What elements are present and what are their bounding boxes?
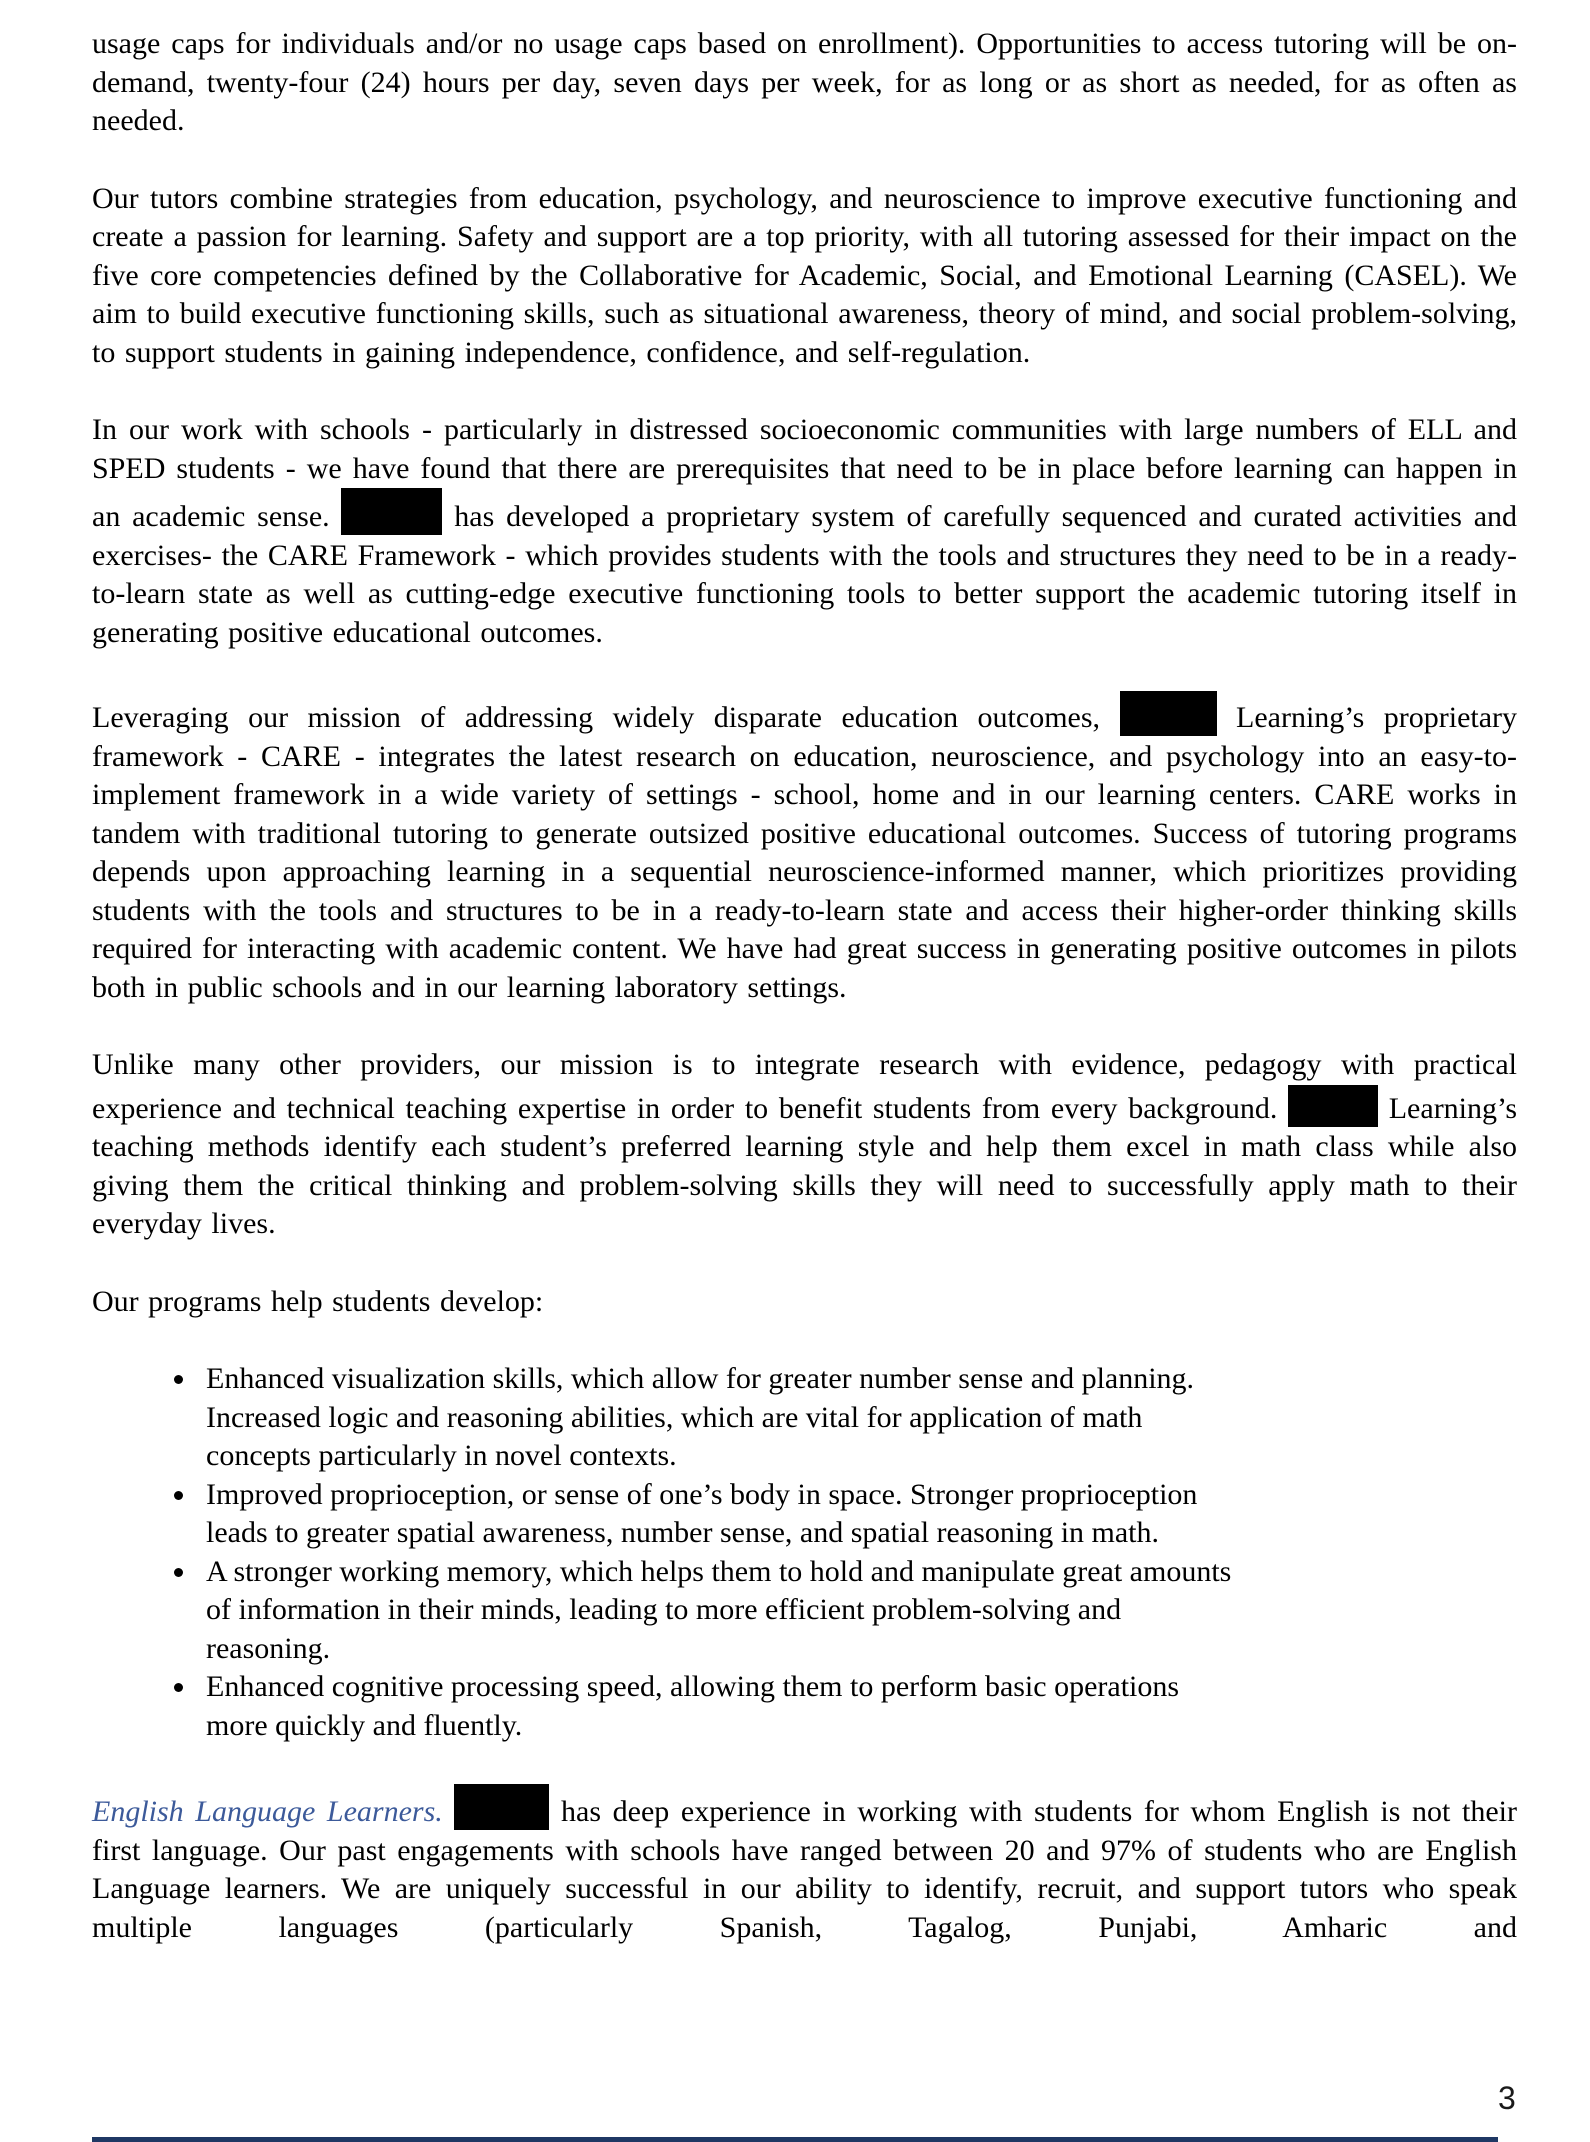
list-item-text: Improved proprioception, or sense of one’s body in space. Stronger proprioception leads to greater spatial awareness, number sense, and spatial reasoning in math. — [206, 1477, 1198, 1549]
paragraph-usage-caps — [92, 25, 1517, 141]
paragraph-text: Learning’s teaching methods identify each student’s preferred learning style and help them excel in math class while also giving them the critical thinking and problem-solving skills they will need to successfully apply math to their everyday lives. — [92, 1091, 1518, 1240]
list-item — [198, 1476, 1246, 1553]
paragraph-care-framework — [92, 411, 1517, 652]
paragraph-unlike-providers — [92, 1046, 1517, 1244]
paragraph-programs-intro — [92, 1283, 1517, 1322]
paragraph-text: usage caps for individuals and/or no usage caps based on enrollment). Opportunities to access tutoring will be on-demand, twenty-four (24) hours per day, seven days per week, for as long or as short as needed, for as often as needed. — [92, 27, 1517, 137]
list-item-text: Enhanced cognitive processing speed, allowing them to perform basic operations more quickly and fluently. — [206, 1670, 1180, 1742]
list-item — [198, 1553, 1246, 1669]
page-content — [92, 25, 1517, 1986]
paragraph-text: Leveraging our mission of addressing widely disparate education outcomes, — [92, 701, 1101, 734]
paragraph-text: Our programs help students develop: — [92, 1284, 544, 1318]
list-item-text: A stronger working memory, which helps them to hold and manipulate great amounts of information in their minds, leading to more efficient problem-solving and reasoning. — [206, 1554, 1232, 1665]
bullet-list — [92, 1360, 1517, 1745]
page-number: 3 — [1498, 2080, 1516, 2116]
paragraph-english-language-learners — [92, 1784, 1517, 1947]
redaction-box — [454, 1784, 549, 1830]
paragraph-leveraging-mission — [92, 691, 1517, 1007]
list-item-text: Enhanced visualization skills, which allow for greater number sense and planning. Increased logic and reasoning abilities, which are vital for application of math concepts particularly in novel contexts. — [206, 1362, 1195, 1472]
paragraph-text: has developed a proprietary system of carefully sequenced and curated activities and exercises- the CARE Framework - which provides students with the tools and structures they need to be in a ready-to-learn state as well as cutting-edge executive functioning tools to better support the academic tutoring itself in generating positive educational outcomes. — [92, 500, 1518, 649]
paragraph-text: Learning’s proprietary framework - CARE - integrates the latest research on education, neuroscience, and psychology into an easy-to-implement framework in a wide variety of settings - school, home and in our learning centers. CARE works in tandem with traditional tutoring to generate outsized positive educational outcomes. Success of tutoring programs depends upon approaching learning in a sequential neuroscience-informed manner, which prioritizes providing students with the tools and structures to be in a ready-to-learn state and access their higher-order thinking skills required for interacting with academic content. We have had great success in generating positive outcomes in pilots both in public schools and in our learning laboratory settings. — [92, 701, 1518, 1004]
redaction-box — [1288, 1085, 1378, 1127]
list-item — [198, 1360, 1246, 1476]
paragraph-text: In our work with schools - particularly in distressed socioeconomic communities with large numbers of ELL and SPED students - we have found that there are prerequisites that need to be in place before learning can happen in an academic sense. — [92, 413, 1517, 533]
paragraph-text: Unlike many other providers, our mission is to integrate research with evidence, pedagogy with practical experience and technical teaching expertise in order to benefit students from every background. — [92, 1048, 1517, 1125]
paragraph-tutors — [92, 180, 1517, 373]
paragraph-text: Our tutors combine strategies from education, psychology, and neuroscience to improve executive functioning and create a passion for learning. Safety and support are a top priority, with all tutoring assessed for their impact on the five core competencies defined by the Collaborative for Academic, Social, and Emotional Learning (CASEL). We aim to build executive functioning skills, such as situational awareness, theory of mind, and social problem-solving, to support students in gaining independence, confidence, and self-regulation. — [92, 181, 1517, 369]
list-item — [198, 1668, 1246, 1745]
redaction-box — [341, 488, 442, 535]
footer-rule-bar — [92, 2137, 1498, 2142]
redaction-box — [1120, 691, 1217, 736]
paragraph-text: has deep experience in working with students for whom English is not their first language. Our past engagements with schools have ranged between 20 and 97% of students who are English Language learners. We are uniquely successful in our ability to identify, recruit, and support tutors who speak multiple languages (particularly Spanish, Tagalog, Punjabi, Amharic and — [92, 1795, 1517, 1944]
section-lead-ell: English Language Learners. — [92, 1795, 443, 1828]
